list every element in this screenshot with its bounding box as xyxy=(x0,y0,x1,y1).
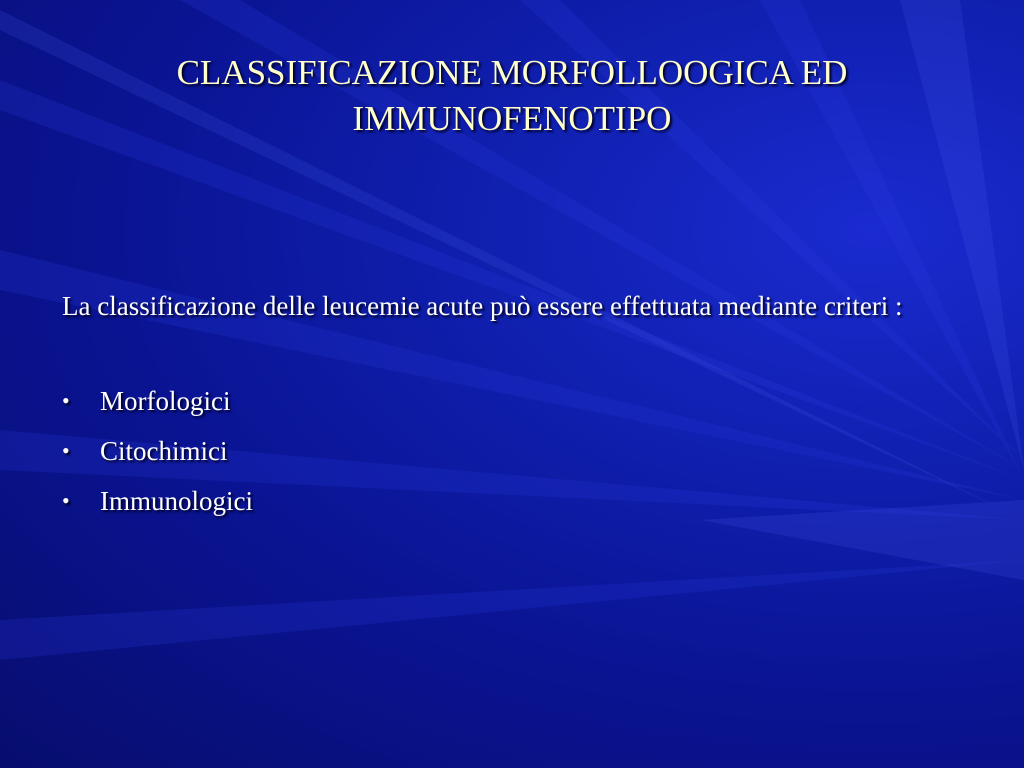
bullet-icon: • xyxy=(62,388,70,413)
list-item-label: Morfologici xyxy=(100,386,231,416)
title-line-2: IMMUNOFENOTIPO xyxy=(352,99,672,138)
list-item xyxy=(62,476,962,526)
list-item xyxy=(62,376,962,426)
list-item-label: Citochimici xyxy=(100,436,228,466)
bullet-icon: • xyxy=(62,488,70,513)
bullet-list xyxy=(62,376,962,526)
title-line-1: CLASSIFICAZIONE MORFOLLOOGICA ED xyxy=(176,53,848,92)
bullet-icon: • xyxy=(62,438,70,463)
list-item xyxy=(62,426,962,476)
slide-body xyxy=(62,286,962,526)
slide-title xyxy=(60,50,964,142)
intro-paragraph: La classificazione delle leucemie acute può essere effettuata mediante criteri : xyxy=(62,291,903,321)
list-item-label: Immunologici xyxy=(100,486,253,516)
